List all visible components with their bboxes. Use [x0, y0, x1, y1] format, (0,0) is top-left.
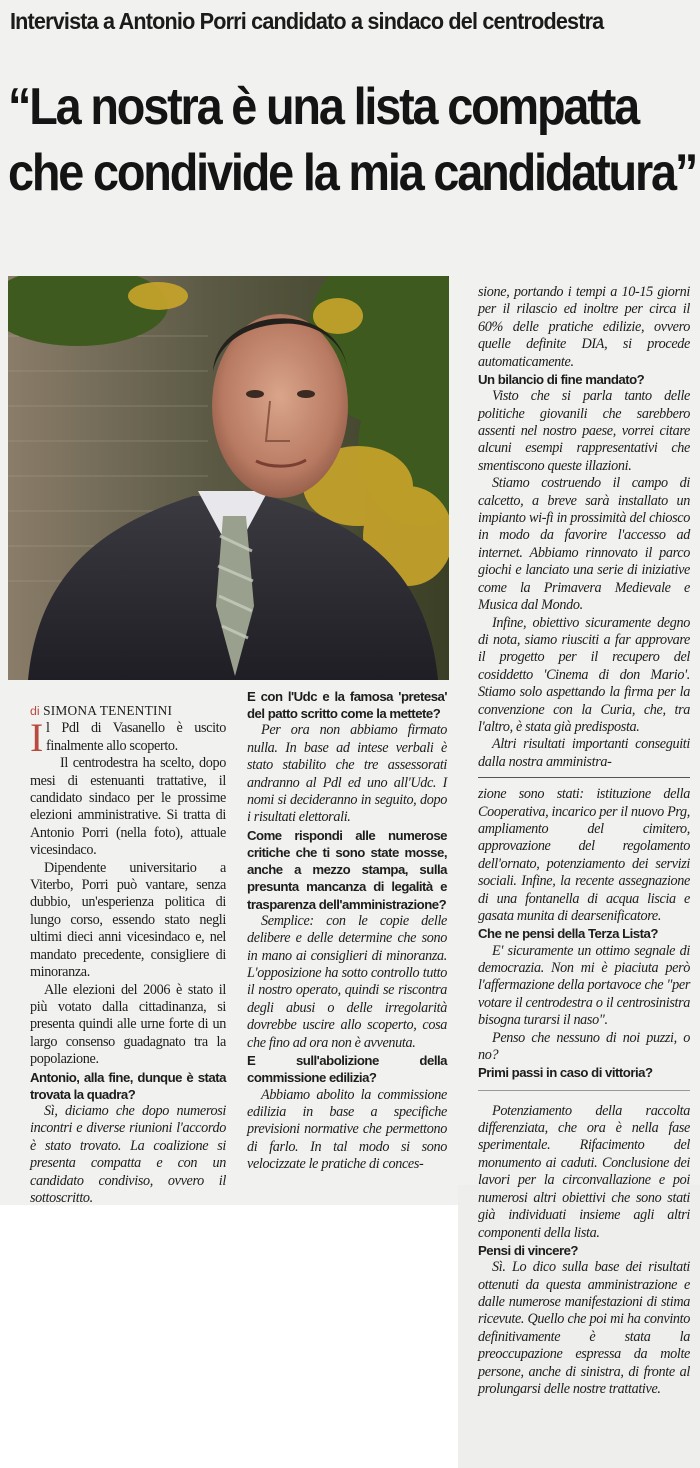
interview-answer: Penso che nessuno di noi puzzi, o no? [478, 1029, 690, 1064]
interview-answer: Sì, diciamo che dopo numerosi incontri e diverse riunioni l'accordo è stato trovato. La coalizione si presenta compatta e con un candidato condiviso, ovvero il sottoscritto. [30, 1102, 226, 1206]
column-3 [478, 284, 690, 1398]
interview-question: Primi passi in caso di vittoria? [478, 1065, 653, 1081]
interview-answer: Semplice: con le copie delle delibere e delle determine che sono in mano ai consiglieri di minoranza. L'opposizione ha sotto controllo tutto il nostro operato, quindi se riscontra degli abusi o delle irregolarità dovrebbe uscire allo scoperto, cosa che fino ad ora non è avvenuta. [247, 912, 447, 1051]
interview-question: Antonio, alla fine, dunque è stata trovata la quadra? [30, 1069, 226, 1102]
paragraph [30, 715, 226, 761]
interview-question: Come rispondi alle numerose critiche che ti sono state mosse, anche a mezzo stampa, sulla presunta mancanza di legalità e trasparenza dell'amministrazione? [247, 827, 447, 912]
interview-answer: E' sicuramente un ottimo segnale di democrazia. Non mi è piaciuta però l'affermazione della portavoce che "per votare il centrodestra o il centrosinistra bisogna turarsi il naso". [478, 942, 690, 1029]
paragraph-text: l Pdl di Vasanello è uscito finalmente allo scoperto. [45, 720, 226, 754]
column-divider [478, 1090, 690, 1091]
article-kicker: Intervista a Antonio Porri candidato a sindaco del centrodestra [10, 8, 604, 34]
interview-answer: Potenziamento della raccolta differenziata, che ora è nella fase sperimentale. Rifacimento del monumento ai caduti. Conclusione dei lavori per la circonvallazione e poi numerosi altri obiettivi che sono stati già individuati insieme agli altri componenti della lista. [478, 1102, 690, 1241]
byline-prefix: di [30, 704, 40, 718]
portrait-photo [8, 276, 449, 680]
paragraph: Il centrodestra ha scelto, dopo mesi di estenuanti trattative, il candidato sindaco per le prossime elezioni amministrative. Si tratta di Antonio Porri (nella foto), attuale vicesindaco. [30, 755, 226, 859]
interview-answer: Abbiamo abolito la commissione edilizia in base a specifiche previsioni normative che permettono di farlo. In tal modo si sono velocizzate le pratiche di conces- [247, 1086, 447, 1173]
drop-cap: I [30, 715, 43, 761]
interview-answer: Stiamo costruendo il campo di calcetto, a breve sarà installato un impianto wi-fi in prossimità del chiosco in modo da favorire l'accesso ad internet. Abbiamo rinnovato il parco giochi e lanciato una serie di iniziative come la Primavera Medievale e Musica dal Mondo. [478, 475, 690, 614]
interview-question: Pensi di vincere? [478, 1242, 578, 1258]
column-2 [247, 688, 447, 1174]
paragraph: Dipendente universitario a Viterbo, Porri può vantare, senza dubbio, un'esperienza politica di lungo corso, essendo stato negli ultimi dieci anni vicesindaco e, nel mandato precedente, consigliere di minoranza. [30, 859, 226, 981]
byline [30, 702, 226, 720]
interview-answer: Altri risultati importanti conseguiti dalla nostra amministra- [478, 736, 690, 770]
interview-answer: Visto che si parla tanto delle politiche giovanili che sarebbero assenti nel nostro paese, vorrei citare alcuni esempi rappresentativi che smentiscono queste illazioni. [478, 388, 690, 474]
portrait-photo-icon [8, 276, 449, 680]
interview-answer: sione, portando i tempi a 10-15 giorni per il rilascio ed inoltre per circa il 60% delle pratiche edilizie, ovvero quelle definite DIA, si procede automaticamente. [478, 284, 690, 370]
interview-answer: Sì. Lo dico sulla base dei risultati ottenuti da questa amministrazione e dalle numerose manifestazioni di stima ricevute. Quello che poi mi ha convinto definitivamente è stata la preoccupazione espressa da molte persone, anche di sinistra, di fronte al prolungarsi delle nostre trattative. [478, 1259, 690, 1397]
interview-answer: Infine, obiettivo sicuramente degno di nota, siamo riusciti a far approvare il progetto per il recupero del cosiddetto 'Cinema di don Mario'. Stiamo solo aspettando la firma per la convenzione con la Curia, che, tra l'altro, è stata già predisposta. [478, 614, 690, 735]
interview-question: Un bilancio di fine mandato? [478, 372, 645, 388]
column-1 [30, 702, 226, 1207]
interview-answer: zione sono stati: istituzione della Cooperativa, incarico per il nuovo Prg, ampliamento del cimitero, approvazione del regolamento dell'ornato, potenziamento dei servizi sociali. Infine, la recente assegnazione di una fontanella di acqua liscia e gasata munita di dearsenificatore. [478, 786, 690, 925]
interview-question: E sull'abolizione della commissione edilizia? [247, 1053, 447, 1086]
byline-author: SIMONA TENENTINI [43, 703, 173, 718]
column-divider [478, 777, 690, 778]
interview-answer: Per ora non abbiamo firmato nulla. In base ad intese verbali è stato stabilito che tre assessorati andranno al Pdl ed uno all'Udc. I nomi si decideranno in seguito, dopo i risultati elettorali. [247, 722, 447, 826]
paragraph: Alle elezioni del 2006 è stato il più votato dalla cittadinanza, si presenta quindi alle urne forte di un largo consenso guadagnato tra la popolazione. [30, 981, 226, 1068]
article-headline [8, 74, 697, 206]
headline-line-2: che condivide la mia candidatura” [8, 144, 697, 202]
headline-line-1: “La nostra è una lista compatta [8, 78, 639, 136]
interview-question: Che ne pensi della Terza Lista? [478, 926, 658, 942]
interview-question: E con l'Udc e la famosa 'pretesa' del patto scritto come la mettete? [247, 689, 447, 722]
